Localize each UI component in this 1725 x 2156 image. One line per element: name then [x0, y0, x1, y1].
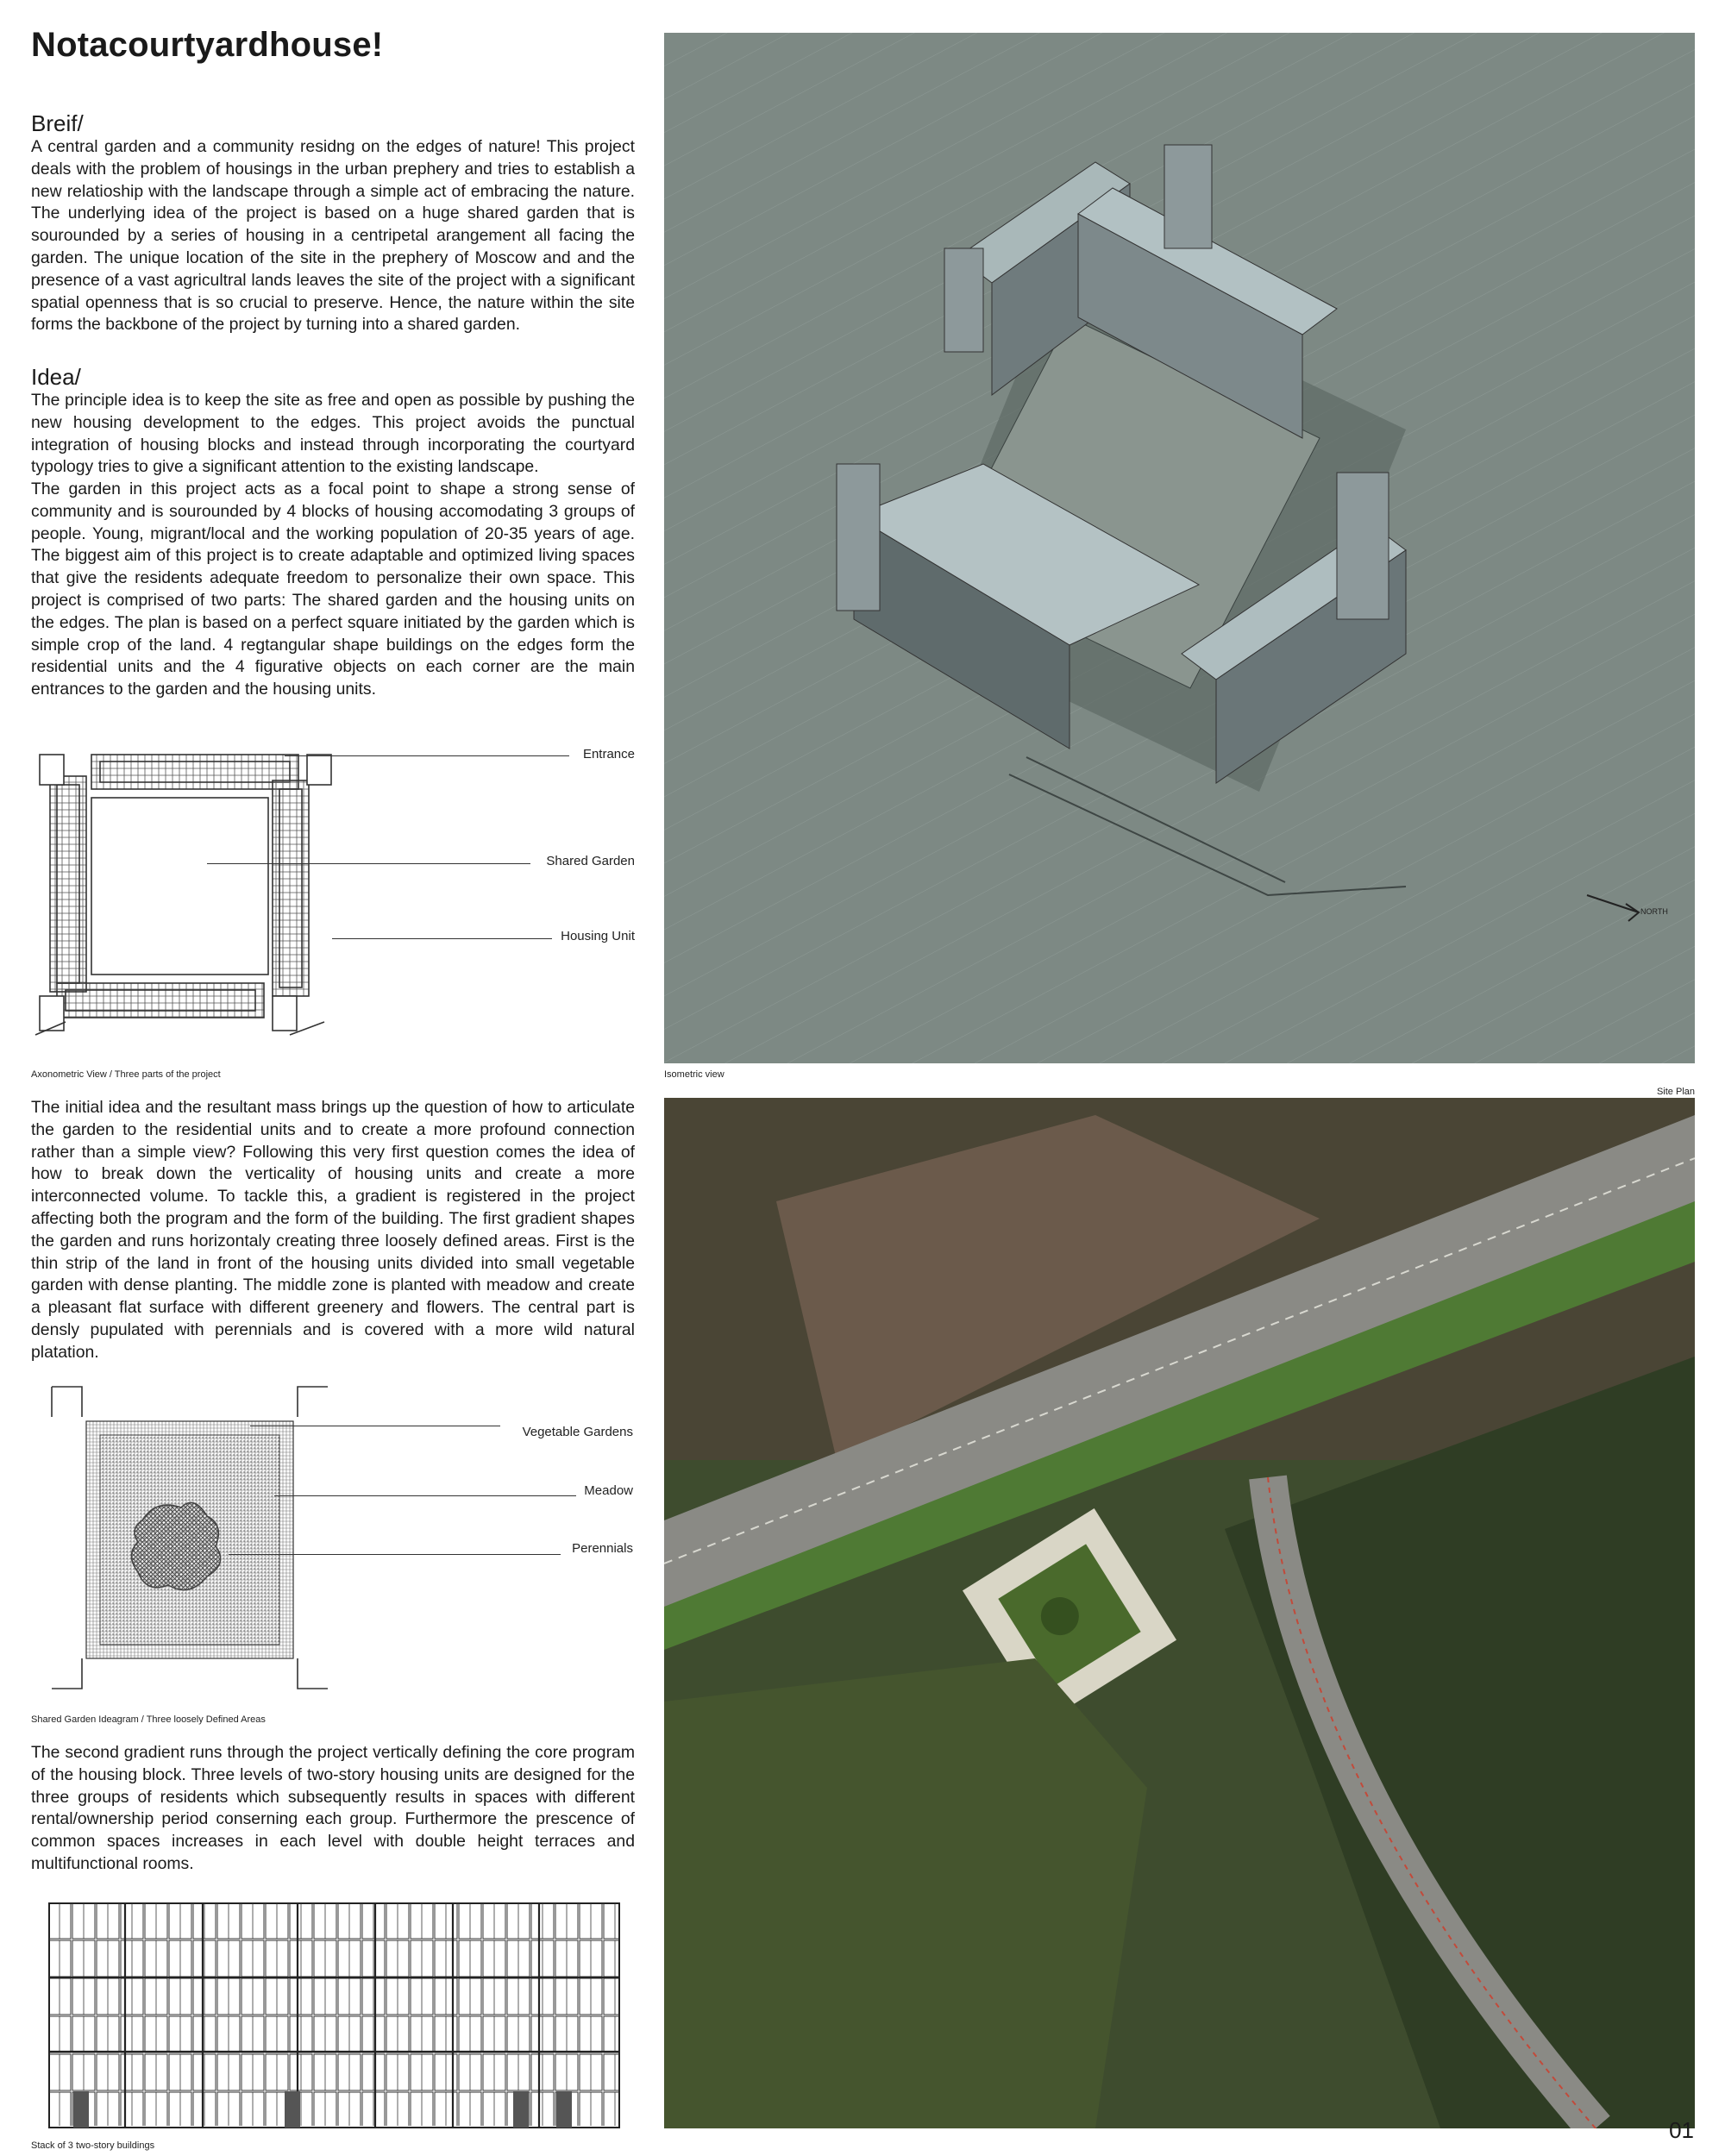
- idea-text-2: The garden in this project acts as a focal point to shape a strong sense of community and is sourounded by 4 blocks of housing accomodating 3 groups of people. Young, migrant/local and the working population of 20-35 years of age. The biggest aim of this project is to create adaptable and optimized living spaces that give the residents adequate freedom to personalize their own space. This project is comprised of two parts: The shared garden and the housing units on the edges. The plan is based on a perfect square initiated by the garden which is simple crop of the land. 4 regtangular shape buildings on the edges form the residential units and the 4 figurative objects on each corner are the main entrances to the garden and the housing units.: [31, 479, 635, 699]
- brief-text: A central garden and a community residng on the edges of nature! This project deals with the problem of housings in the urban prephery and tries to establish a new relatioship with the landscape through a simple act of embracing the nature. The underlying idea of the project is based on a huge shared garden that is sourounded by a series of housing in a centripetal arangement all facing the garden. The unique location of the site in the prephery of Moscow and and the presence of a vast agricultral lands leaves the site of the project with a significant spatial openness that is so crucial to preserve. Hence, the nature within the site forms the backbone of the project by turning into a shared garden.: [31, 137, 635, 335]
- gradient-text: The initial idea and the resultant mass brings up the question of how to articulate the garden to the residential units and to create a more profound connection rather than a simple view? Following this very first question comes the idea of how to break down the verticality of housing units and create a more interconnected volume. To tackle this, a gradient is registered in the project affecting both the program and the form of the building. The first gradient shapes the garden and runs horizontaly creating three loosely defined areas. First is the thin strip of the land in front of the housing units divided into small vegetable garden with dense planting. The middle zone is planted with meadow and create a pleasant flat surface with different greenery and flowers. The central part is densly pupulated with perennials and is covered with a more wild natural platation.: [31, 1098, 635, 1362]
- isometric-caption: Isometric view: [664, 1069, 724, 1080]
- elevation-drawing: [47, 1902, 621, 2130]
- idea-heading: Idea/: [31, 364, 81, 390]
- axonometric-caption: Axonometric View / Three parts of the project: [31, 1069, 221, 1080]
- vegetable-label: Vegetable Gardens: [522, 1425, 633, 1439]
- isometric-render: [664, 33, 1695, 1063]
- page-title: Notacourtyardhouse!: [31, 26, 384, 64]
- page-number: 01: [1669, 2117, 1694, 2143]
- shared-garden-label: Shared Garden: [546, 854, 635, 868]
- idea-text-1: The principle idea is to keep the site as free and open as possible by pushing the new housing development to the edges. This project avoids the punctual integration of housing blocks and instead through incorporating the courtyard typology tries to give a significant attention to the existing landscape.: [31, 391, 635, 477]
- meadow-label: Meadow: [584, 1483, 633, 1498]
- aerial-photo: [664, 1098, 1695, 2128]
- entrance-label: Entrance: [582, 747, 635, 761]
- elevation-caption: Stack of 3 two-story buildings: [31, 2140, 155, 2151]
- site-plan-aerial: [664, 1098, 1695, 2128]
- site-plan-caption: Site Plan: [1656, 1087, 1695, 1097]
- axonometric-diagram: [31, 737, 354, 1052]
- garden-caption: Shared Garden Ideagram / Three loosely Defined Areas: [31, 1714, 266, 1725]
- second-gradient-text: The second gradient runs through the project vertically defining the core program of the housing block. Three levels of two-story housing units are designed for the three groups of residents which subsequently results in spaces with different rental/ownership period conserning each group. Furthermore the prescence of common spaces increases in each level with double height terraces and multifunctional rooms.: [31, 1743, 635, 1873]
- north-label: NORTH: [1640, 907, 1668, 916]
- housing-unit-label: Housing Unit: [561, 929, 635, 943]
- perennials-label: Perennials: [572, 1541, 633, 1556]
- isometric-view: [664, 33, 1695, 1063]
- brief-heading: Breif/: [31, 110, 84, 136]
- shared-garden-leader: [207, 863, 530, 864]
